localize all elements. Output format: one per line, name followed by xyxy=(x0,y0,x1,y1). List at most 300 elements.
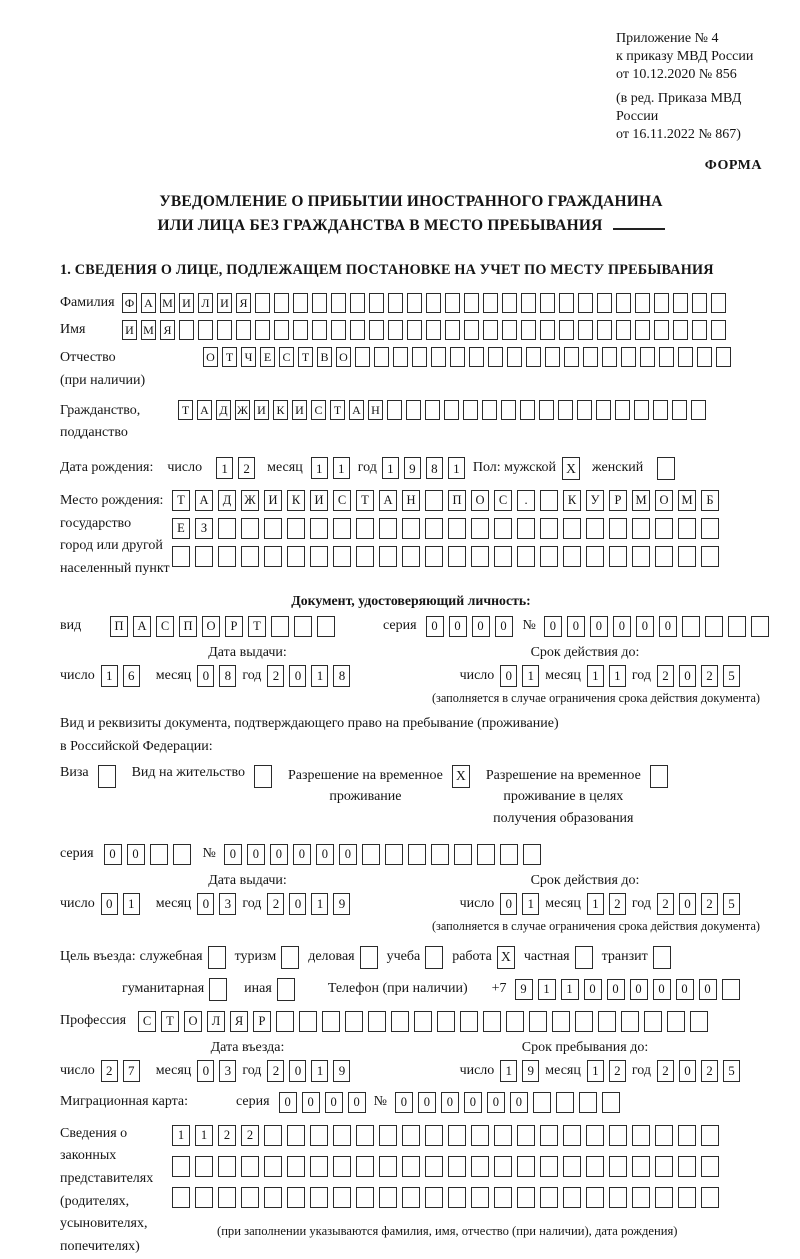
char-box[interactable] xyxy=(281,946,299,969)
char-box[interactable]: И xyxy=(292,400,307,420)
char-box[interactable]: М xyxy=(678,490,696,511)
char-box[interactable] xyxy=(559,320,574,340)
char-box[interactable] xyxy=(701,1125,719,1146)
char-box[interactable] xyxy=(471,518,489,539)
char-box[interactable]: 2 xyxy=(238,457,255,479)
char-box[interactable] xyxy=(310,546,328,567)
char-box[interactable]: 0 xyxy=(472,616,490,637)
char-box[interactable] xyxy=(632,1187,650,1208)
char-box[interactable] xyxy=(507,347,522,367)
char-box[interactable] xyxy=(208,946,226,969)
char-box[interactable] xyxy=(488,347,503,367)
char-box[interactable] xyxy=(482,400,497,420)
char-box[interactable] xyxy=(218,518,236,539)
char-box[interactable]: 0 xyxy=(293,844,311,865)
char-box[interactable] xyxy=(540,546,558,567)
char-box[interactable] xyxy=(236,320,251,340)
char-box[interactable] xyxy=(540,320,555,340)
char-box[interactable] xyxy=(517,1187,535,1208)
char-box[interactable] xyxy=(287,1156,305,1177)
char-box[interactable] xyxy=(218,1156,236,1177)
char-box[interactable]: 9 xyxy=(333,893,350,915)
char-box[interactable]: 0 xyxy=(659,616,677,637)
char-box[interactable]: Н xyxy=(402,490,420,511)
char-box[interactable]: О xyxy=(471,490,489,511)
char-box[interactable] xyxy=(460,1011,478,1032)
char-box[interactable] xyxy=(728,616,746,637)
char-box[interactable]: 0 xyxy=(464,1092,482,1113)
char-box[interactable]: М xyxy=(160,293,175,313)
char-box[interactable] xyxy=(615,400,630,420)
char-box[interactable] xyxy=(609,1125,627,1146)
char-box[interactable]: 9 xyxy=(404,457,421,479)
char-box[interactable] xyxy=(635,320,650,340)
char-box[interactable]: 9 xyxy=(333,1060,350,1082)
char-box[interactable] xyxy=(241,1156,259,1177)
char-box[interactable]: 3 xyxy=(219,893,236,915)
char-box[interactable]: 0 xyxy=(395,1092,413,1113)
char-box[interactable] xyxy=(654,320,669,340)
char-box[interactable] xyxy=(425,546,443,567)
char-box[interactable] xyxy=(602,1092,620,1113)
char-box[interactable] xyxy=(690,1011,708,1032)
char-box[interactable]: 8 xyxy=(333,665,350,687)
char-box[interactable]: 1 xyxy=(195,1125,213,1146)
char-box[interactable] xyxy=(682,616,700,637)
char-box[interactable] xyxy=(701,1156,719,1177)
char-box[interactable]: 0 xyxy=(630,979,648,1000)
char-box[interactable] xyxy=(264,1156,282,1177)
char-box[interactable]: 0 xyxy=(584,979,602,1000)
char-box[interactable] xyxy=(678,1125,696,1146)
char-box[interactable] xyxy=(692,320,707,340)
char-box[interactable] xyxy=(388,320,403,340)
char-box[interactable] xyxy=(517,518,535,539)
char-box[interactable] xyxy=(500,844,518,865)
char-box[interactable] xyxy=(464,293,479,313)
char-box[interactable]: 1 xyxy=(587,665,604,687)
char-box[interactable] xyxy=(312,293,327,313)
char-box[interactable] xyxy=(678,347,693,367)
char-box[interactable] xyxy=(406,400,421,420)
char-box[interactable] xyxy=(241,1187,259,1208)
char-box[interactable]: И xyxy=(264,490,282,511)
char-box[interactable] xyxy=(477,844,495,865)
char-box[interactable] xyxy=(471,1187,489,1208)
char-box[interactable] xyxy=(276,1011,294,1032)
char-box[interactable]: 1 xyxy=(587,1060,604,1082)
char-box[interactable] xyxy=(653,946,671,969)
char-box[interactable] xyxy=(716,347,731,367)
char-box[interactable]: 0 xyxy=(289,893,306,915)
char-box[interactable]: 2 xyxy=(701,1060,718,1082)
char-box[interactable] xyxy=(454,844,472,865)
char-box[interactable] xyxy=(701,546,719,567)
char-box[interactable] xyxy=(408,844,426,865)
char-box[interactable] xyxy=(609,1156,627,1177)
char-box[interactable]: 1 xyxy=(333,457,350,479)
char-box[interactable]: 1 xyxy=(609,665,626,687)
char-box[interactable] xyxy=(195,546,213,567)
char-box[interactable] xyxy=(287,518,305,539)
char-box[interactable]: 1 xyxy=(311,665,328,687)
char-box[interactable] xyxy=(540,490,558,511)
char-box[interactable]: 2 xyxy=(218,1125,236,1146)
char-box[interactable] xyxy=(586,1156,604,1177)
char-box[interactable] xyxy=(697,347,712,367)
char-box[interactable] xyxy=(655,1187,673,1208)
char-box[interactable] xyxy=(602,347,617,367)
char-box[interactable] xyxy=(586,518,604,539)
char-box[interactable]: С xyxy=(156,616,174,637)
char-box[interactable]: 8 xyxy=(426,457,443,479)
char-box[interactable]: 0 xyxy=(104,844,122,865)
char-box[interactable]: А xyxy=(349,400,364,420)
char-box[interactable]: З xyxy=(195,518,213,539)
char-box[interactable] xyxy=(563,1156,581,1177)
char-box[interactable] xyxy=(558,400,573,420)
char-box[interactable]: 0 xyxy=(495,616,513,637)
char-box[interactable]: Д xyxy=(218,490,236,511)
char-box[interactable]: 0 xyxy=(487,1092,505,1113)
char-box[interactable] xyxy=(172,1187,190,1208)
char-box[interactable] xyxy=(701,518,719,539)
char-box[interactable] xyxy=(678,546,696,567)
char-box[interactable] xyxy=(264,546,282,567)
char-box[interactable] xyxy=(362,844,380,865)
char-box[interactable] xyxy=(678,518,696,539)
char-box[interactable] xyxy=(407,293,422,313)
char-box[interactable] xyxy=(705,616,723,637)
char-box[interactable] xyxy=(293,320,308,340)
char-box[interactable] xyxy=(379,518,397,539)
char-box[interactable]: М xyxy=(632,490,650,511)
char-box[interactable]: Ф xyxy=(122,293,137,313)
char-box[interactable]: X xyxy=(562,457,580,480)
char-box[interactable]: А xyxy=(379,490,397,511)
char-box[interactable]: 5 xyxy=(723,665,740,687)
char-box[interactable] xyxy=(650,765,668,788)
char-box[interactable] xyxy=(483,1011,501,1032)
char-box[interactable]: 0 xyxy=(316,844,334,865)
char-box[interactable] xyxy=(552,1011,570,1032)
char-box[interactable]: 0 xyxy=(197,665,214,687)
char-box[interactable]: 1 xyxy=(172,1125,190,1146)
char-box[interactable] xyxy=(425,946,443,969)
char-box[interactable] xyxy=(209,978,227,1001)
char-box[interactable] xyxy=(277,978,295,1001)
char-box[interactable] xyxy=(322,1011,340,1032)
char-box[interactable] xyxy=(331,320,346,340)
char-box[interactable] xyxy=(673,293,688,313)
char-box[interactable] xyxy=(517,546,535,567)
char-box[interactable]: Л xyxy=(207,1011,225,1032)
char-box[interactable] xyxy=(448,518,466,539)
char-box[interactable] xyxy=(597,320,612,340)
char-box[interactable]: Ж xyxy=(241,490,259,511)
char-box[interactable] xyxy=(616,320,631,340)
char-box[interactable]: 1 xyxy=(587,893,604,915)
char-box[interactable]: 3 xyxy=(219,1060,236,1082)
char-box[interactable] xyxy=(540,293,555,313)
char-box[interactable] xyxy=(523,844,541,865)
char-box[interactable] xyxy=(356,1187,374,1208)
char-box[interactable] xyxy=(533,1092,551,1113)
char-box[interactable] xyxy=(539,400,554,420)
char-box[interactable] xyxy=(655,518,673,539)
char-box[interactable]: 1 xyxy=(522,893,539,915)
char-box[interactable] xyxy=(621,347,636,367)
char-box[interactable] xyxy=(333,1187,351,1208)
char-box[interactable]: 5 xyxy=(723,1060,740,1082)
char-box[interactable]: Л xyxy=(198,293,213,313)
char-box[interactable]: 9 xyxy=(515,979,533,1000)
char-box[interactable]: Я xyxy=(236,293,251,313)
char-box[interactable] xyxy=(577,400,592,420)
char-box[interactable]: 0 xyxy=(699,979,717,1000)
char-box[interactable] xyxy=(218,546,236,567)
char-box[interactable] xyxy=(444,400,459,420)
char-box[interactable]: 0 xyxy=(500,893,517,915)
char-box[interactable]: М xyxy=(141,320,156,340)
char-box[interactable]: 0 xyxy=(500,665,517,687)
char-box[interactable] xyxy=(494,1125,512,1146)
char-box[interactable] xyxy=(356,1156,374,1177)
char-box[interactable]: 1 xyxy=(311,1060,328,1082)
char-box[interactable]: 1 xyxy=(522,665,539,687)
char-box[interactable]: 0 xyxy=(441,1092,459,1113)
char-box[interactable] xyxy=(312,320,327,340)
char-box[interactable] xyxy=(172,546,190,567)
char-box[interactable] xyxy=(425,518,443,539)
char-box[interactable]: К xyxy=(287,490,305,511)
char-box[interactable] xyxy=(388,293,403,313)
char-box[interactable] xyxy=(609,518,627,539)
char-box[interactable] xyxy=(345,1011,363,1032)
char-box[interactable]: С xyxy=(138,1011,156,1032)
char-box[interactable] xyxy=(644,1011,662,1032)
char-box[interactable] xyxy=(521,320,536,340)
char-box[interactable]: И xyxy=(217,293,232,313)
char-box[interactable]: 0 xyxy=(510,1092,528,1113)
char-box[interactable] xyxy=(657,457,675,480)
char-box[interactable]: 2 xyxy=(267,665,284,687)
char-box[interactable]: Т xyxy=(161,1011,179,1032)
char-box[interactable]: 0 xyxy=(348,1092,366,1113)
char-box[interactable] xyxy=(173,844,191,865)
char-box[interactable] xyxy=(264,1125,282,1146)
char-box[interactable]: 0 xyxy=(127,844,145,865)
char-box[interactable]: 0 xyxy=(279,1092,297,1113)
char-box[interactable] xyxy=(369,293,384,313)
char-box[interactable] xyxy=(287,1187,305,1208)
char-box[interactable] xyxy=(402,1187,420,1208)
char-box[interactable]: В xyxy=(317,347,332,367)
char-box[interactable] xyxy=(540,1125,558,1146)
char-box[interactable]: Р xyxy=(225,616,243,637)
char-box[interactable] xyxy=(563,1187,581,1208)
char-box[interactable] xyxy=(368,1011,386,1032)
char-box[interactable] xyxy=(356,546,374,567)
char-box[interactable] xyxy=(701,1187,719,1208)
char-box[interactable] xyxy=(586,1187,604,1208)
char-box[interactable]: 2 xyxy=(701,665,718,687)
char-box[interactable] xyxy=(374,347,389,367)
char-box[interactable] xyxy=(672,400,687,420)
char-box[interactable] xyxy=(564,347,579,367)
char-box[interactable]: 2 xyxy=(267,1060,284,1082)
char-box[interactable]: О xyxy=(336,347,351,367)
char-box[interactable] xyxy=(310,1187,328,1208)
char-box[interactable]: 0 xyxy=(607,979,625,1000)
char-box[interactable] xyxy=(402,1125,420,1146)
char-box[interactable]: С xyxy=(311,400,326,420)
char-box[interactable]: А xyxy=(141,293,156,313)
char-box[interactable] xyxy=(287,546,305,567)
char-box[interactable]: 0 xyxy=(418,1092,436,1113)
char-box[interactable] xyxy=(198,320,213,340)
char-box[interactable] xyxy=(483,320,498,340)
char-box[interactable] xyxy=(241,546,259,567)
char-box[interactable] xyxy=(426,293,441,313)
char-box[interactable] xyxy=(425,490,443,511)
char-box[interactable] xyxy=(391,1011,409,1032)
char-box[interactable] xyxy=(385,844,403,865)
char-box[interactable] xyxy=(356,518,374,539)
char-box[interactable]: К xyxy=(273,400,288,420)
char-box[interactable]: И xyxy=(122,320,137,340)
char-box[interactable] xyxy=(563,518,581,539)
char-box[interactable] xyxy=(464,320,479,340)
char-box[interactable] xyxy=(540,1187,558,1208)
char-box[interactable] xyxy=(722,979,740,1000)
char-box[interactable]: 0 xyxy=(590,616,608,637)
char-box[interactable] xyxy=(655,546,673,567)
char-box[interactable] xyxy=(540,518,558,539)
char-box[interactable] xyxy=(274,320,289,340)
char-box[interactable]: Т xyxy=(178,400,193,420)
char-box[interactable]: 0 xyxy=(101,893,118,915)
char-box[interactable] xyxy=(471,1125,489,1146)
char-box[interactable]: Р xyxy=(609,490,627,511)
char-box[interactable]: К xyxy=(563,490,581,511)
char-box[interactable] xyxy=(634,400,649,420)
char-box[interactable]: Ж xyxy=(235,400,250,420)
char-box[interactable] xyxy=(393,347,408,367)
char-box[interactable] xyxy=(425,1125,443,1146)
char-box[interactable]: 0 xyxy=(289,1060,306,1082)
char-box[interactable] xyxy=(448,546,466,567)
char-box[interactable]: 0 xyxy=(197,1060,214,1082)
char-box[interactable] xyxy=(407,320,422,340)
char-box[interactable] xyxy=(751,616,769,637)
char-box[interactable] xyxy=(426,320,441,340)
char-box[interactable]: 2 xyxy=(241,1125,259,1146)
char-box[interactable]: О xyxy=(184,1011,202,1032)
char-box[interactable]: И xyxy=(310,490,328,511)
char-box[interactable]: Т xyxy=(298,347,313,367)
char-box[interactable] xyxy=(655,1156,673,1177)
char-box[interactable]: 9 xyxy=(522,1060,539,1082)
char-box[interactable] xyxy=(529,1011,547,1032)
char-box[interactable] xyxy=(217,320,232,340)
char-box[interactable] xyxy=(655,1125,673,1146)
char-box[interactable] xyxy=(621,1011,639,1032)
char-box[interactable] xyxy=(425,1187,443,1208)
char-box[interactable] xyxy=(609,546,627,567)
char-box[interactable] xyxy=(287,1125,305,1146)
char-box[interactable] xyxy=(437,1011,455,1032)
char-box[interactable]: И xyxy=(254,400,269,420)
char-box[interactable] xyxy=(294,616,312,637)
char-box[interactable] xyxy=(575,1011,593,1032)
char-box[interactable] xyxy=(264,1187,282,1208)
char-box[interactable]: 1 xyxy=(216,457,233,479)
char-box[interactable]: 7 xyxy=(123,1060,140,1082)
char-box[interactable] xyxy=(556,1092,574,1113)
char-box[interactable] xyxy=(678,1156,696,1177)
char-box[interactable]: О xyxy=(203,347,218,367)
char-box[interactable] xyxy=(469,347,484,367)
char-box[interactable]: 1 xyxy=(311,457,328,479)
char-box[interactable]: Я xyxy=(160,320,175,340)
char-box[interactable] xyxy=(254,765,272,788)
char-box[interactable]: 1 xyxy=(538,979,556,1000)
char-box[interactable]: О xyxy=(202,616,220,637)
char-box[interactable]: X xyxy=(452,765,470,788)
char-box[interactable] xyxy=(255,293,270,313)
char-box[interactable]: 2 xyxy=(267,893,284,915)
char-box[interactable]: 0 xyxy=(339,844,357,865)
char-box[interactable] xyxy=(310,518,328,539)
char-box[interactable] xyxy=(583,347,598,367)
char-box[interactable] xyxy=(501,400,516,420)
char-box[interactable]: Б xyxy=(701,490,719,511)
char-box[interactable] xyxy=(632,546,650,567)
char-box[interactable]: О xyxy=(655,490,673,511)
char-box[interactable]: 0 xyxy=(653,979,671,1000)
char-box[interactable]: А xyxy=(197,400,212,420)
char-box[interactable] xyxy=(609,1187,627,1208)
char-box[interactable] xyxy=(448,1156,466,1177)
char-box[interactable] xyxy=(402,546,420,567)
char-box[interactable] xyxy=(179,320,194,340)
char-box[interactable] xyxy=(218,1187,236,1208)
char-box[interactable]: . xyxy=(517,490,535,511)
char-box[interactable] xyxy=(350,293,365,313)
char-box[interactable] xyxy=(575,946,593,969)
char-box[interactable] xyxy=(445,320,460,340)
char-box[interactable] xyxy=(597,293,612,313)
char-box[interactable]: 2 xyxy=(657,665,674,687)
char-box[interactable] xyxy=(333,1156,351,1177)
char-box[interactable] xyxy=(274,293,289,313)
char-box[interactable] xyxy=(172,1156,190,1177)
char-box[interactable] xyxy=(450,347,465,367)
char-box[interactable] xyxy=(402,1156,420,1177)
char-box[interactable] xyxy=(494,1156,512,1177)
char-box[interactable] xyxy=(412,347,427,367)
char-box[interactable] xyxy=(471,546,489,567)
char-box[interactable]: А xyxy=(133,616,151,637)
char-box[interactable] xyxy=(502,293,517,313)
char-box[interactable] xyxy=(578,320,593,340)
char-box[interactable]: 1 xyxy=(123,893,140,915)
char-box[interactable]: 1 xyxy=(101,665,118,687)
char-box[interactable] xyxy=(506,1011,524,1032)
char-box[interactable] xyxy=(299,1011,317,1032)
char-box[interactable] xyxy=(333,546,351,567)
